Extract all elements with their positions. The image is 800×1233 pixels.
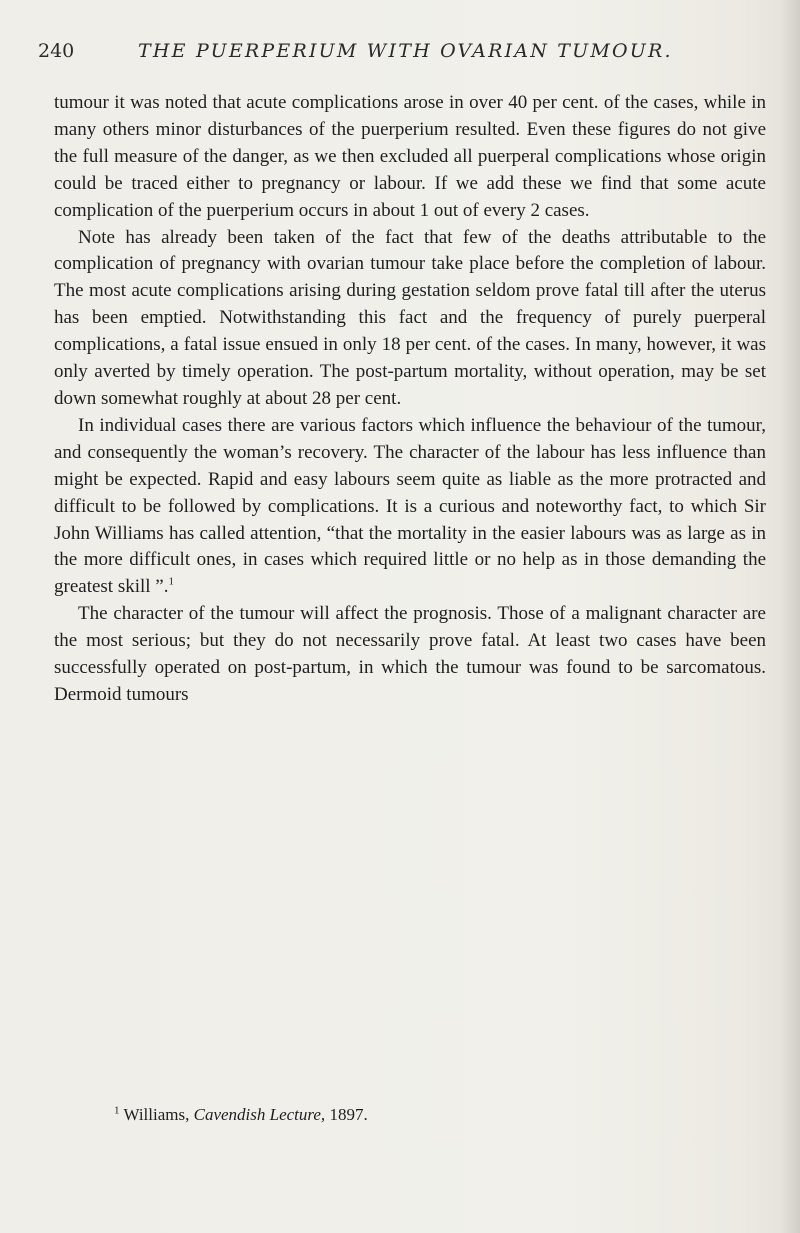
- page-number: 240: [38, 40, 75, 62]
- footnote-year: 1897.: [329, 1105, 368, 1124]
- footnote-reference[interactable]: 1: [168, 575, 174, 588]
- paragraph-3: [54, 413, 766, 601]
- footnote-title: Cavendish Lecture,: [193, 1105, 326, 1124]
- paragraph-3-text: In individual cases there are various factors which influence the behaviour of the tumour, and consequently the woman’s recovery. The character of the labour has less influence than might be expected. Rapid and easy labours seem quite as liable as the more protracted and difficult to be followed by complications. It is a curious and noteworthy fact, to which Sir John Williams has called attention, “that the mortality in the easier labours was as large as in the more difficult ones, in cases which required little or no help as in those demanding the greatest skill ”.: [54, 414, 766, 598]
- running-title: THE PUERPERIUM WITH OVARIAN TUMOUR.: [138, 40, 673, 62]
- paragraph-1: tumour it was noted that acute complications arose in over 40 per cent. of the cases, while in many others minor disturbances of the puerperium resulted. Even these figures do not give the full measure of the danger, as we then excluded all puerperal complications whose origin could be traced either to pregnancy or labour. If we add these we find that some acute complication of the puerperium occurs in about 1 out of every 2 cases.: [54, 92, 766, 221]
- footnote-author: Williams,: [123, 1105, 190, 1124]
- page-header: [38, 40, 768, 80]
- body-text: [54, 90, 766, 709]
- paragraph-2: Note has already been taken of the fact that few of the deaths attributable to the complication of pregnancy with ovarian tumour take place before the completion of labour. The most acute complications arising during gestation seldom prove fatal till after the uterus has been emptied. Notwithstanding this fact and the frequency of purely puerperal complications, a fatal issue ensued in only 18 per cent. of the cases. In many, however, it was only averted by timely operation. The post-partum mortality, without operation, may be set down somewhat roughly at about 28 per cent.: [54, 226, 766, 409]
- page-edge-shadow: [780, 0, 800, 1233]
- footnote: [114, 1104, 764, 1126]
- footnote-marker: 1: [114, 1104, 120, 1117]
- paragraph-4: The character of the tumour will affect the prognosis. Those of a malignant character are the most serious; but they do not necessarily prove fatal. At least two cases have been successfully operated on post-partum, in which the tumour was found to be sarcomatous. Dermoid tumours: [54, 603, 766, 705]
